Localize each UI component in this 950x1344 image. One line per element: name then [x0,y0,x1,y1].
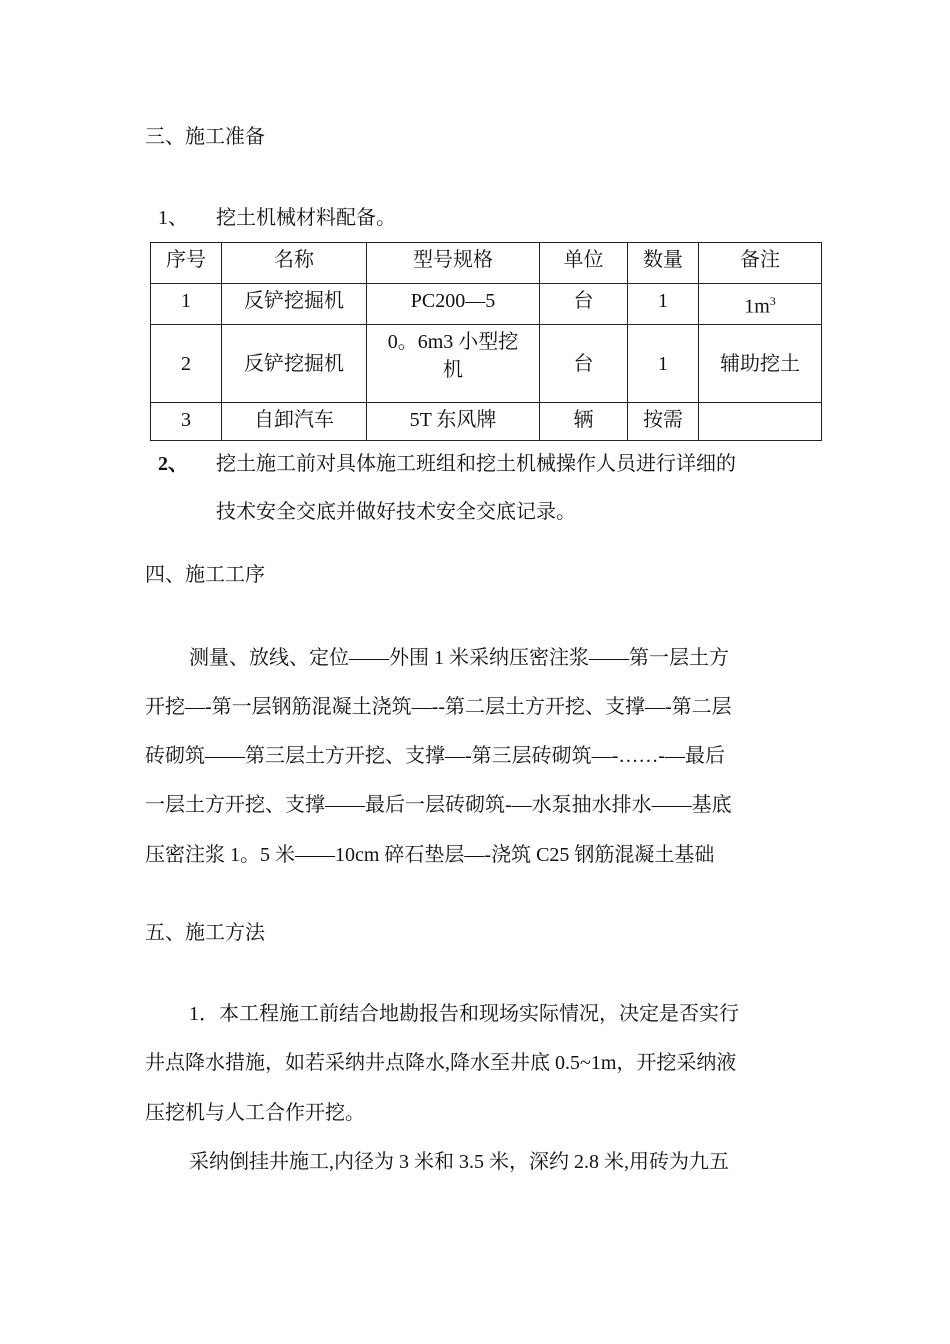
header-name: 名称 [222,243,367,284]
item-text-briefing-line1: 挖土施工前对具体施工班组和挖土机械操作人员进行详细的 [216,453,736,475]
item-number-2: 2、 [158,453,188,475]
section-heading-preparation: 三、施工准备 [145,126,265,148]
item-text-equipment: 挖土机械材料配备。 [216,207,396,229]
procedure-line-4: 一层土方开挖、支撑——最后一层砖砌筑-—水泵抽水排水——基底 [145,794,732,816]
table-header-row [151,243,822,284]
equipment-table [150,242,822,441]
note-superscript: 3 [769,294,776,308]
cell-model: PC200—5 [367,284,540,325]
cell-unit: 辆 [540,403,628,441]
section-heading-method: 五、施工方法 [145,922,265,944]
method-line-2: 井点降水措施，如若采纳井点降水,降水至井底 0.5~1m，开挖采纳液 [145,1052,737,1074]
cell-no: 1 [151,284,222,325]
header-no: 序号 [151,243,222,284]
procedure-line-1: 测量、放线、定位——外围 1 米采纳压密注浆——第一层土方 [189,647,729,669]
method-line-1: 1．本工程施工前结合地勘报告和现场实际情况，决定是否实行 [189,1003,739,1025]
procedure-line-5: 压密注浆 1。5 米——10cm 碎石垫层—-浇筑 C25 钢筋混凝土基础 [145,844,715,866]
method-line-3: 压挖机与人工合作开挖。 [145,1102,365,1124]
header-unit: 单位 [540,243,628,284]
procedure-line-3: 砖砌筑——第三层土方开挖、支撑—-第三层砖砌筑—-……-—最后 [145,745,725,767]
cell-name: 自卸汽车 [222,403,367,441]
cell-unit: 台 [540,284,628,325]
item-text-briefing-line2: 技术安全交底并做好技术安全交底记录。 [216,501,576,523]
cell-model: 5T 东风牌 [367,403,540,441]
cell-model [367,325,540,403]
model-line-2: 机 [443,359,463,381]
table-row [151,403,822,441]
cell-name: 反铲挖掘机 [222,284,367,325]
header-note: 备注 [699,243,822,284]
cell-qty: 按需 [628,403,699,441]
cell-note [699,403,822,441]
note-text: 1m [744,295,770,318]
cell-qty: 1 [628,325,699,403]
item-number-1: 1、 [158,207,188,229]
cell-no: 2 [151,325,222,403]
method-line-4: 采纳倒挂井施工,内径为 3 米和 3.5 米，深约 2.8 米,用砖为九五 [189,1151,729,1173]
header-model: 型号规格 [367,243,540,284]
cell-no: 3 [151,403,222,441]
cell-note: 辅助挖土 [699,325,822,403]
cell-unit: 台 [540,325,628,403]
cell-note [699,284,822,325]
header-qty: 数量 [628,243,699,284]
table-row [151,325,822,403]
model-line-1: 0。6m3 小型挖 [387,331,519,353]
cell-qty: 1 [628,284,699,325]
section-heading-procedure: 四、施工工序 [145,564,265,586]
cell-name: 反铲挖掘机 [222,325,367,403]
table-row [151,284,822,325]
procedure-line-2: 开挖—-第一层钢筋混凝土浇筑—--第二层土方开挖、支撑—-第二层 [145,696,732,718]
